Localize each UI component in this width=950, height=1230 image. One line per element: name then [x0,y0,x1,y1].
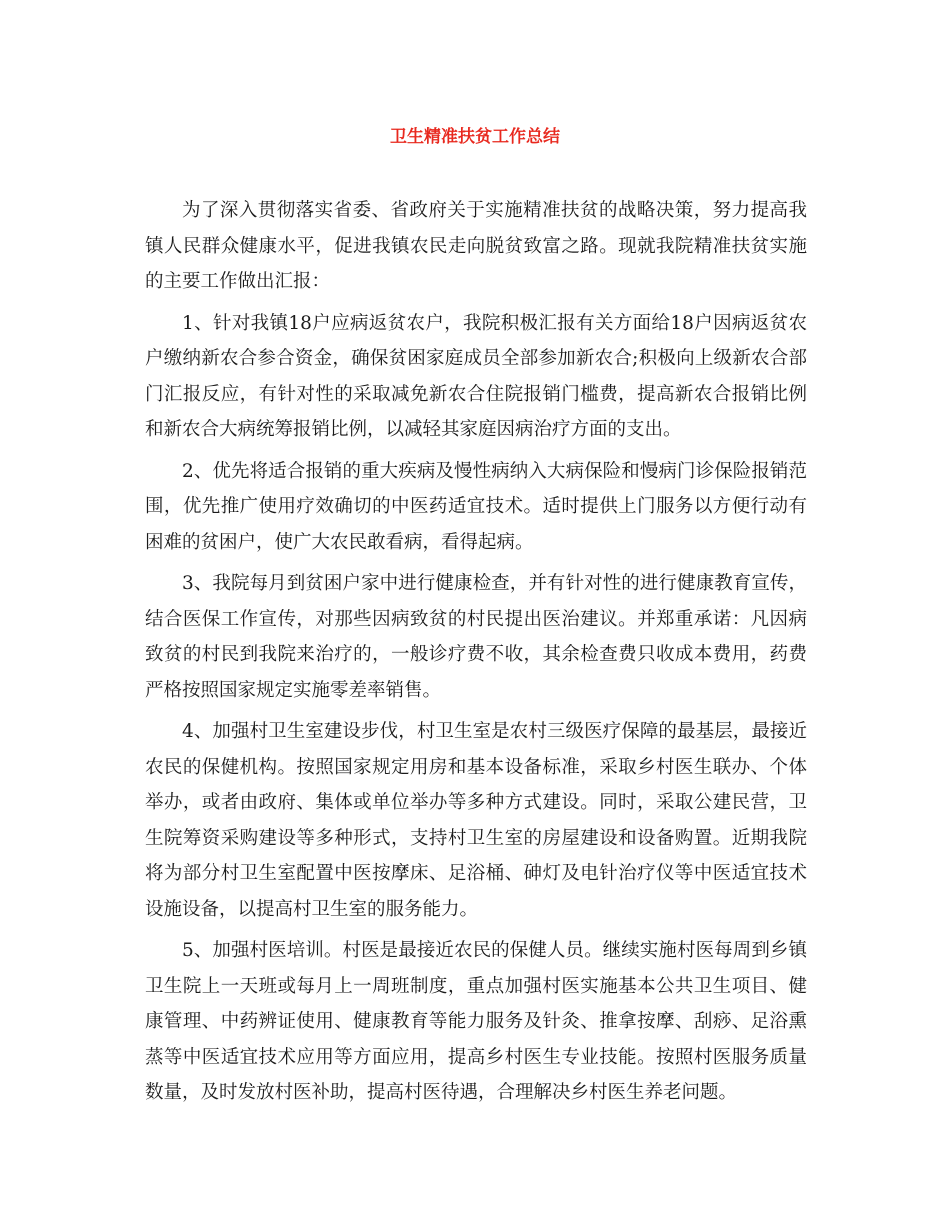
document-body [145,193,807,1117]
intro-paragraph: 为了深入贯彻落实省委、省政府关于实施精准扶贫的战略决策，努力提高我镇人民群众健康水平，促进我镇农民走向脱贫致富之路。现就我院精准扶贫实施的主要工作做出汇报： [145,200,807,292]
item-4-paragraph: 4、加强村卫生室建设步伐，村卫生室是农村三级医疗保障的最基层，最接近农民的保健机构。按照国家规定用房和基本设备标准，采取乡村医生联办、个体举办，或者由政府、集体或单位举办等多种方式建设。同时，采取公建民营，卫生院筹资采购建设等多种形式，支持村卫生室的房屋建设和设备购置。近期我院将为部分村卫生室配置中医按摩床、足浴桶、砷灯及电针治疗仪等中医适宜技术设施设备，以提高村卫生室的服务能力。 [145,721,807,920]
item-2-paragraph: 2、优先将适合报销的重大疾病及慢性病纳入大病保险和慢病门诊保险报销范围，优先推广使用疗效确切的中医药适宜技术。适时提供上门服务以方便行动有困难的贫困户，使广大农民敢看病，看得起病。 [145,460,807,553]
item-5-paragraph: 5、加强村医培训。村医是最接近农民的保健人员。继续实施村医每周到乡镇卫生院上一天班或每月上一周班制度，重点加强村医实施基本公共卫生项目、健康管理、中药辨证使用、健康教育等能力服务及针灸、推拿按摩、刮痧、足浴熏蒸等中医适宜技术应用等方面应用，提高乡村医生专业技能。按照村医服务质量数量，及时发放村医补助，提高村医待遇，合理解决乡村医生养老问题。 [145,940,807,1103]
item-1-paragraph: 1、针对我镇18户应病返贫农户，我院积极汇报有关方面给18户因病返贫农户缴纳新农合参合资金，确保贫困家庭成员全部参加新农合;积极向上级新农合部门汇报反应，有针对性的采取减免新农合住院报销门槛费，提高新农合报销比例和新农合大病统筹报销比例，以减轻其家庭因病治疗方面的支出。 [145,312,807,440]
item-3-paragraph: 3、我院每月到贫困户家中进行健康检查，并有针对性的进行健康教育宣传，结合医保工作宣传，对那些因病致贫的村民提出医治建议。并郑重承诺：凡因病致贫的村民到我院来治疗的，一般诊疗费不收，其余检查费只收成本费用，药费严格按照国家规定实施零差率销售。 [145,573,807,701]
document-title: 卫生精准扶贫工作总结 [390,127,560,147]
